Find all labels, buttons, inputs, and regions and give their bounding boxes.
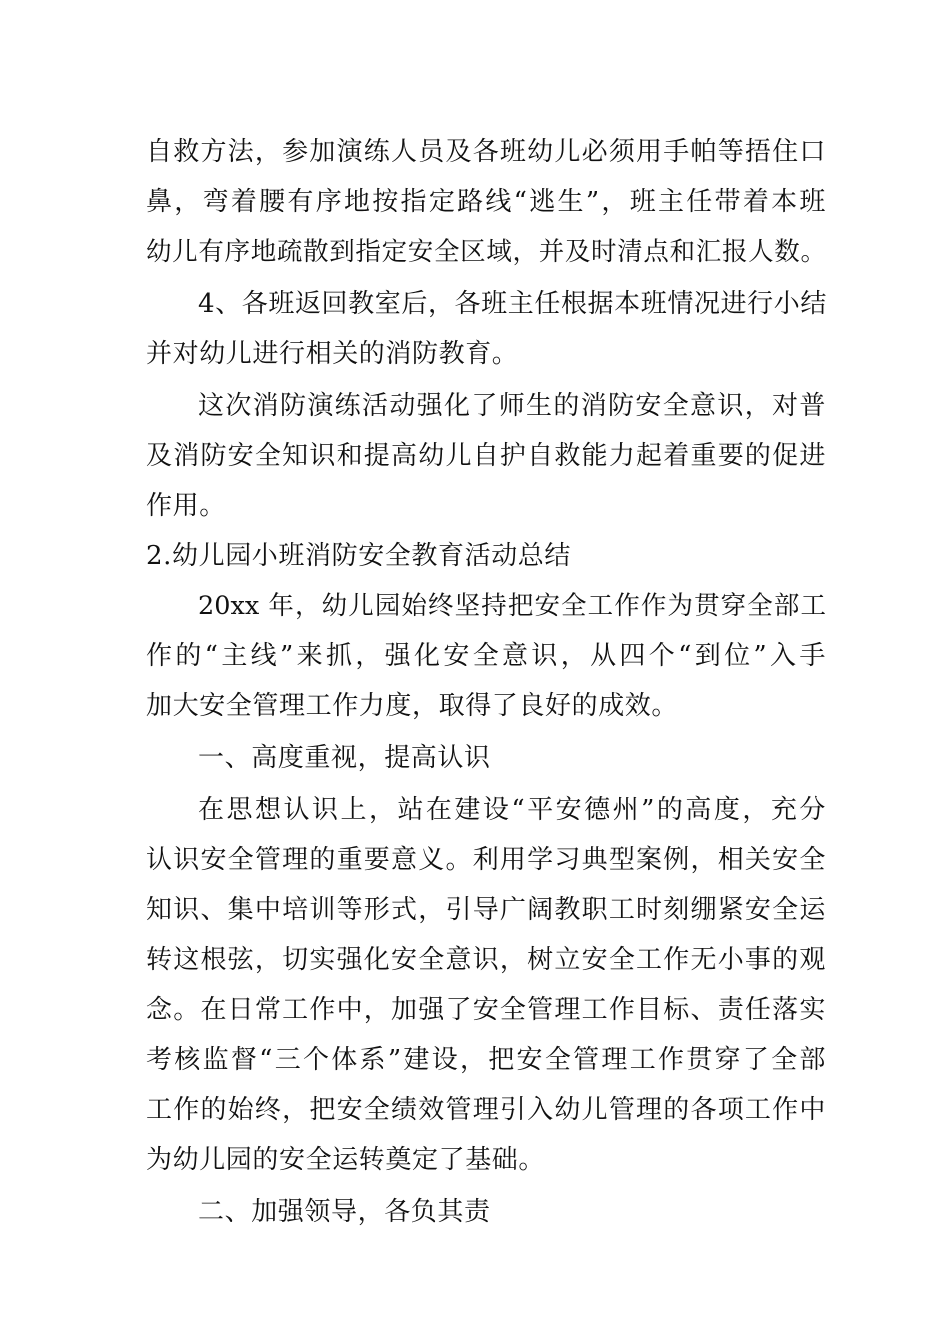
body-text-line: 转这根弦，切实强化安全意识，树立安全工作无小事的观	[146, 945, 826, 975]
body-text-line: 鼻，弯着腰有序地按指定路线“逃生”，班主任带着本班	[146, 187, 826, 217]
subsection-heading: 二、加强领导，各负其责	[198, 1197, 491, 1227]
body-text-line: 幼儿有序地疏散到指定安全区域，并及时清点和汇报人数。	[146, 237, 826, 267]
body-text-line: 这次消防演练活动强化了师生的消防安全意识，对普	[198, 391, 826, 421]
body-text-line: 及消防安全知识和提高幼儿自护自救能力起着重要的促进	[146, 441, 826, 471]
subsection-heading: 一、高度重视，提高认识	[198, 743, 491, 773]
body-text-line: 认识安全管理的重要意义。利用学习典型案例，相关安全	[146, 845, 826, 875]
section-heading: 2.幼儿园小班消防安全教育活动总结	[146, 541, 572, 571]
body-text-line: 念。在日常工作中，加强了安全管理工作目标、责任落实	[146, 995, 826, 1025]
body-text-line: 知识、集中培训等形式，引导广阔教职工时刻绷紧安全运	[146, 895, 826, 925]
body-text-line: 考核监督“三个体系”建设，把安全管理工作贯穿了全部	[146, 1045, 826, 1075]
body-text-line: 作的“主线”来抓，强化安全意识，从四个“到位”入手	[146, 641, 826, 671]
body-text-line: 并对幼儿进行相关的消防教育。	[146, 339, 519, 369]
body-text-line: 工作的始终，把安全绩效管理引入幼儿管理的各项工作中	[146, 1095, 826, 1125]
body-text-line: 在思想认识上，站在建设“平安德州”的高度，充分	[198, 795, 826, 825]
body-text-line: 为幼儿园的安全运转奠定了基础。	[146, 1145, 546, 1175]
body-text-line: 4、各班返回教室后，各班主任根据本班情况进行小结	[198, 289, 827, 319]
body-text-line: 自救方法，参加演练人员及各班幼儿必须用手帕等捂住口	[146, 137, 826, 167]
body-text-line: 作用。	[146, 491, 226, 521]
body-text-line: 20xx 年，幼儿园始终坚持把安全工作作为贯穿全部工	[198, 591, 826, 621]
body-text-line: 加大安全管理工作力度，取得了良好的成效。	[146, 691, 679, 721]
